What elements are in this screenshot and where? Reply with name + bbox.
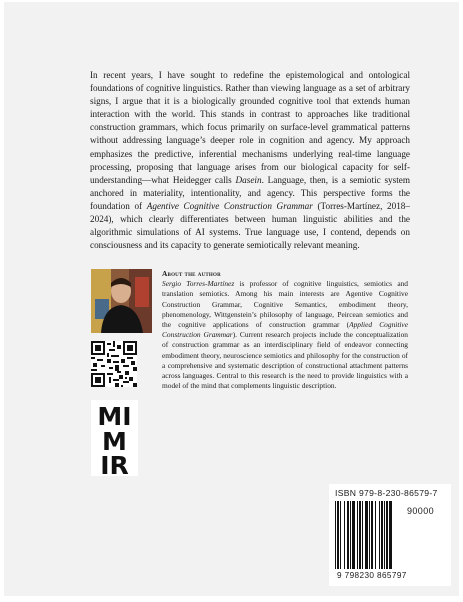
- qr-code[interactable]: [91, 341, 137, 387]
- about-heading: About the author: [162, 269, 221, 278]
- barcode-digits: 9 798230 865797: [337, 571, 407, 580]
- about-italic-title: Applied Cognitive Construction Grammar: [162, 320, 408, 340]
- svg-text:M: M: [102, 427, 127, 456]
- svg-text:IR: IR: [100, 451, 129, 476]
- price-code: 90000: [407, 506, 435, 516]
- blurb-text-1: In recent years, I have sought to redefine the epistemological and ontological foundations of cognitive linguistics. Rather than viewing language as a set of arbitrary signs, I argue that it is a biologically grounded cognitive tool that extends human interaction with the world. This stands in contrast to approaches like traditional construction grammars, which focus primarily on surface-level grammatical patterns without addressing language’s deeper role in cognition and agency. My approach emphasizes the predictive, inferential mechanisms underlying real-time language processing, proposing that language arises from our biological capacity for self-understanding—what Heidegger calls: [90, 70, 410, 185]
- back-cover-blurb: [90, 69, 410, 252]
- book-back-cover: [4, 2, 459, 596]
- isbn-label: ISBN 979-8-230-86579-7: [335, 488, 438, 498]
- blurb-italic-dasein: Dasein: [235, 174, 262, 185]
- about-the-author: [162, 269, 408, 391]
- author-photo: [91, 269, 152, 333]
- blurb-italic-title: Agentive Cognitive Construction Grammar: [146, 200, 313, 211]
- svg-text:MI: MI: [97, 402, 132, 431]
- publisher-logo: [91, 400, 138, 476]
- about-text-2: ). Current research projects include the conceptualization of construction grammar as an interdisciplinary field of endeavor connecting embodiment theory, neuroscience semiotics and philosophy for the construction of a comprehensive and systematic description of constructional attachment patterns across languages. Central to this research is the need to provide linguistics with a model of the mind that complements linguistic description.: [162, 330, 409, 391]
- blurb-text-3: (Torres-Martínez, 2018–2024), which clearly differentiates between human linguistic abilities and the algorithmic simulations of AI systems. True language use, I contend, depends on consciousness and its capacity to generate semiotically relevant meaning.: [90, 200, 410, 251]
- barcode-bars: [335, 501, 403, 571]
- about-text-1: is professor of cognitive linguistics, semiotics and translation semiotics. Among his main interests are Agentive Cognitive Construction Grammar, Cognitive Semantics, embodiment theory, phenomenology, Wittgenstein’s philosophy of language, Peircean semiotics and the cognitive applications of construction grammar (: [162, 279, 408, 330]
- blurb-text-2: . Language, then, is a semiotic system anchored in materiality, intentionality, and agency. This perspective forms the foundation of: [90, 174, 410, 211]
- author-name: Sergio Torres-Martínez: [162, 279, 235, 289]
- isbn-barcode: [329, 484, 451, 586]
